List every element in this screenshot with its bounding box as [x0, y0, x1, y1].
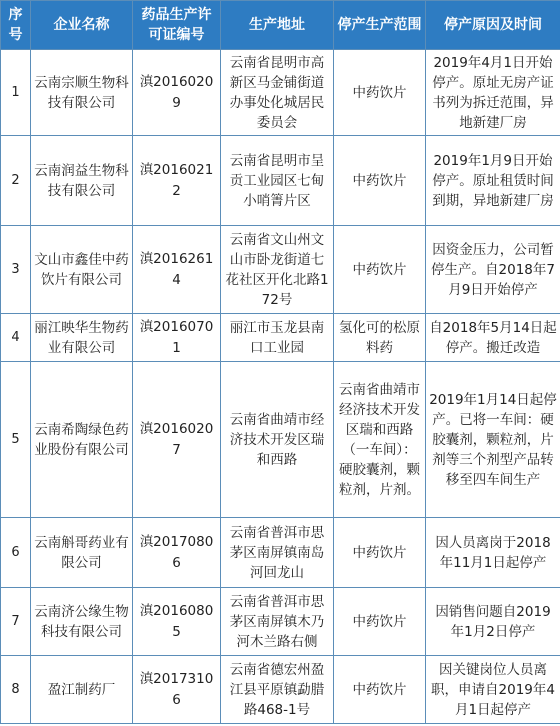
- cell-reason: 2019年1月14日起停产。已将一车间：硬胶囊剂，颗粒剂，片剂等三个剂型产品转移至四车间生产: [426, 362, 560, 518]
- table-header: [1, 1, 560, 50]
- table-row: [1, 588, 560, 656]
- cell-index: 2: [1, 136, 31, 226]
- table-row: [1, 518, 560, 588]
- cell-company: 云南宗顺生物科技有限公司: [31, 50, 133, 136]
- header-company: 企业名称: [31, 1, 133, 50]
- table-row: [1, 136, 560, 226]
- cell-scope: 中药饮片: [334, 656, 426, 724]
- cell-scope: 氢化可的松原料药: [334, 314, 426, 362]
- cell-company: 云南济公缘生物科技有限公司: [31, 588, 133, 656]
- table-body: [1, 50, 560, 724]
- table-row: [1, 50, 560, 136]
- header-index: 序号: [1, 1, 31, 50]
- cell-index: 4: [1, 314, 31, 362]
- table-row: [1, 656, 560, 724]
- cell-index: 7: [1, 588, 31, 656]
- cell-license: 滇20173106: [133, 656, 221, 724]
- table-row: [1, 362, 560, 518]
- cell-company: 云南希陶绿色药业股份有限公司: [31, 362, 133, 518]
- cell-license: 滇20160212: [133, 136, 221, 226]
- cell-address: 云南省文山州文山市卧龙街道七花社区开化北路172号: [221, 226, 334, 314]
- cell-address: 云南省昆明市呈贡工业园区七甸小哨箐片区: [221, 136, 334, 226]
- cell-index: 1: [1, 50, 31, 136]
- cell-reason: 因关键岗位人员离职，申请自2019年4月1日起停产: [426, 656, 560, 724]
- cell-address: 云南省德宏州盈江县平原镇勐腊路468-1号: [221, 656, 334, 724]
- table-row: [1, 314, 560, 362]
- cell-reason: 2019年4月1日开始停产。原址无房产证书列为拆迁范围，异地新建厂房: [426, 50, 560, 136]
- cell-scope: 中药饮片: [334, 226, 426, 314]
- header-address: 生产地址: [221, 1, 334, 50]
- cell-license: 滇20170806: [133, 518, 221, 588]
- cell-address: 丽江市玉龙县南口工业园: [221, 314, 334, 362]
- cell-reason: 因资金压力，公司暂停生产。自2018年7月9日开始停产: [426, 226, 560, 314]
- cell-scope: 中药饮片: [334, 50, 426, 136]
- cell-company: 盈江制药厂: [31, 656, 133, 724]
- table-row: [1, 226, 560, 314]
- header-license: 药品生产许可证编号: [133, 1, 221, 50]
- cell-address: 云南省昆明市高新区马金铺街道办事处化城居民委员会: [221, 50, 334, 136]
- cell-address: 云南省普洱市思茅区南屏镇木乃河木兰路右侧: [221, 588, 334, 656]
- cell-index: 6: [1, 518, 31, 588]
- cell-company: 丽江映华生物药业有限公司: [31, 314, 133, 362]
- cell-company: 文山市鑫佳中药饮片有限公司: [31, 226, 133, 314]
- cell-scope: 中药饮片: [334, 518, 426, 588]
- cell-company: 云南润益生物科技有限公司: [31, 136, 133, 226]
- cell-address: 云南省普洱市思茅区南屏镇南岛河回龙山: [221, 518, 334, 588]
- cell-scope: 中药饮片: [334, 136, 426, 226]
- cell-reason: 因销售问题自2019年1月2日停产: [426, 588, 560, 656]
- cell-license: 滇20160209: [133, 50, 221, 136]
- cell-license: 滇20162614: [133, 226, 221, 314]
- cell-reason: 2019年1月9日开始停产。原址租赁时间到期，异地新建厂房: [426, 136, 560, 226]
- cell-reason: 自2018年5月14日起停产。搬迁改造: [426, 314, 560, 362]
- cell-company: 云南斛哥药业有限公司: [31, 518, 133, 588]
- cell-index: 5: [1, 362, 31, 518]
- cell-scope: 中药饮片: [334, 588, 426, 656]
- header-reason: 停产原因及时间: [426, 1, 560, 50]
- cell-scope: 云南省曲靖市经济技术开发区瑞和西路（一车间）：硬胶囊剂，颗粒剂，片剂。: [334, 362, 426, 518]
- cell-index: 3: [1, 226, 31, 314]
- cell-license: 滇20160701: [133, 314, 221, 362]
- cell-license: 滇20160805: [133, 588, 221, 656]
- cell-reason: 因人员离岗于2018年11月1日起停产: [426, 518, 560, 588]
- cell-address: 云南省曲靖市经济技术开发区瑞和西路: [221, 362, 334, 518]
- header-scope: 停产生产范围: [334, 1, 426, 50]
- header-row: [1, 1, 560, 50]
- cell-license: 滇20160207: [133, 362, 221, 518]
- cell-index: 8: [1, 656, 31, 724]
